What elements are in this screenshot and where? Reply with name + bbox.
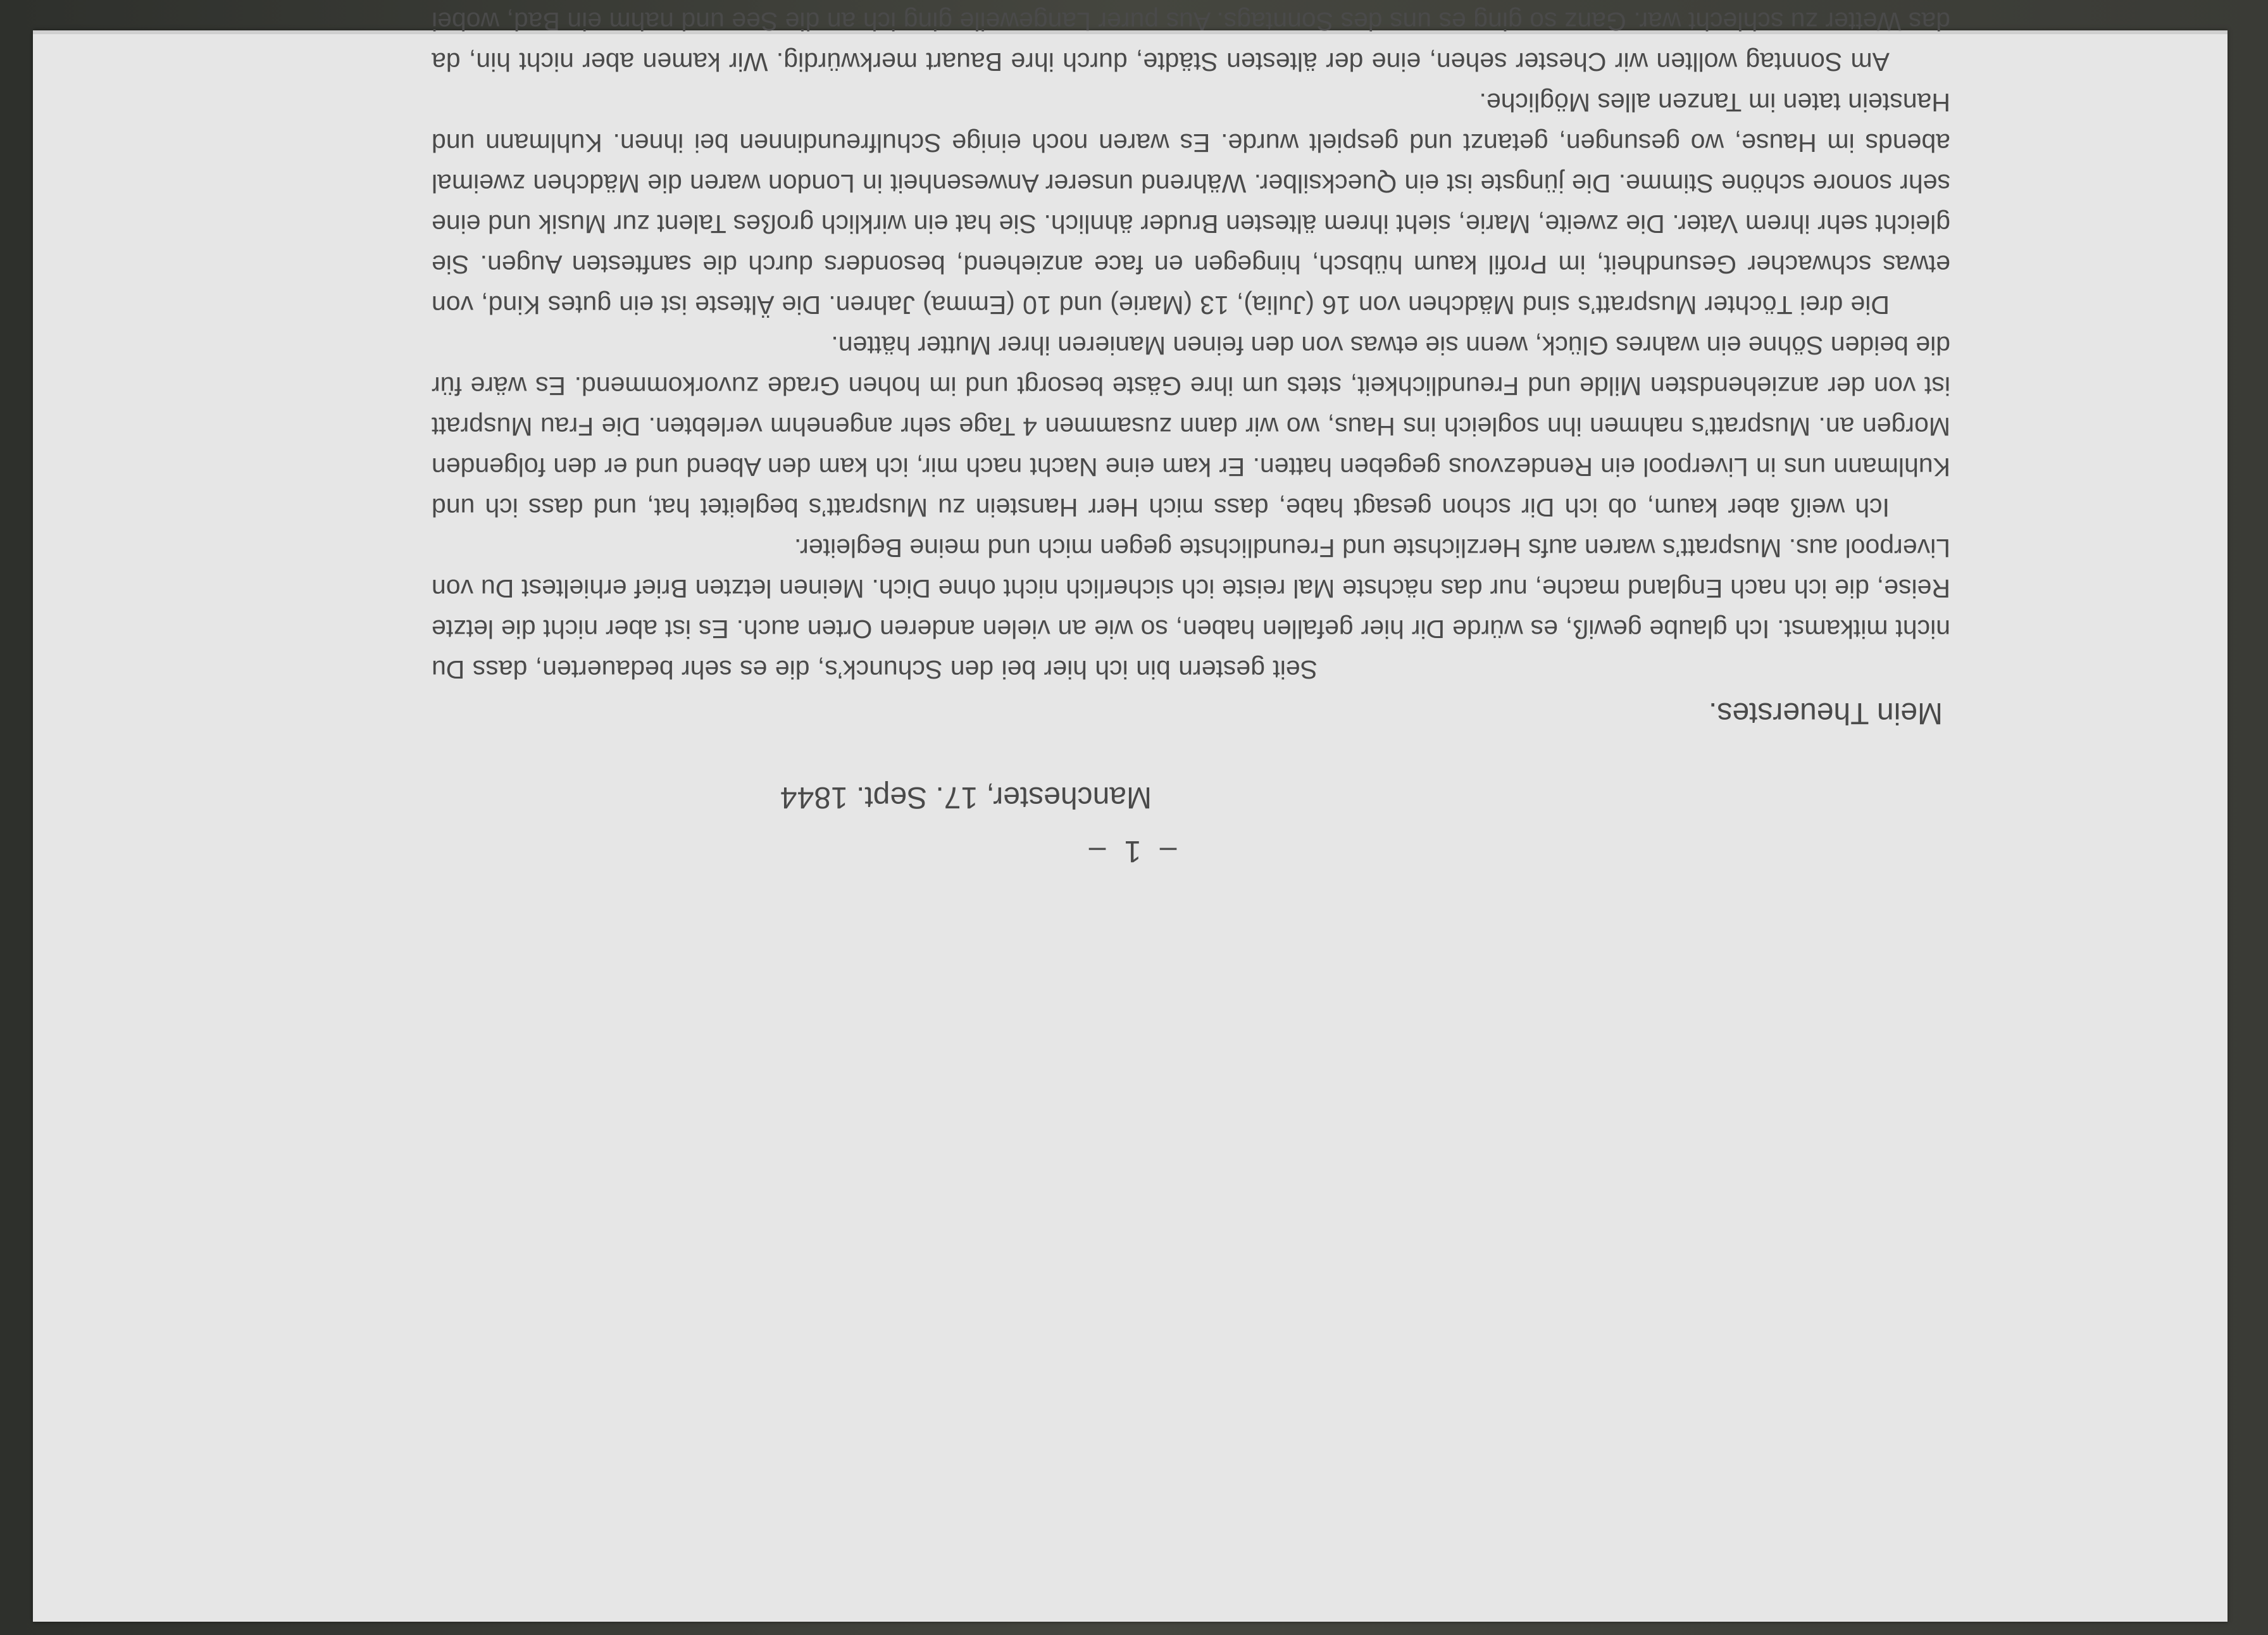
rotated-page-content bbox=[33, 7, 2228, 1622]
place-date: Manchester, 17. Sept. 1844 bbox=[780, 780, 1152, 814]
paragraph: Die drei Töchter Muspratt’s sind Mädchen von 16 (Julia), 13 (Marie) und 10 (Emma) Jahren. Die Älteste ist ein gutes Kind, von etwas schwacher Gesundheit, im Profil kaum hübsch, hingegen en face anziehend, besonders durch die sanftesten Augen. Sie gleicht sehr ihrem Vater. Die zweite, Marie, sieht ihrem ältesten Bruder ähnlich. Sie hat ein wirklich großes Talent zur Musik und eine sehr sonore schöne Stimme. Die jüngste ist ein Quecksilber. Während unserer Anwesenheit in London waren die Mädchen zweimal abends im Hause, wo gesungen, getanzt und gespielt wurde. Es waren noch einige Schulfreundinnen bei ihnen. Kuhlmann und Hanstein taten im Tanzen alles Mögliche. bbox=[432, 88, 1950, 320]
page-number: – 1 – bbox=[1083, 834, 1177, 868]
salutation: Mein Theuerstes. bbox=[1709, 696, 1943, 730]
letter-body bbox=[432, 0, 1950, 690]
paragraph: Am Sonntag wollten wir Chester sehen, eine der ältesten Städte, durch ihre Bauart merkwürdig. Wir kamen aber nicht hin, da das Wetter zu schlecht war. Ganz so ging es uns des Sonntags. Aus purer Langeweile ging ich an die See und nahm ein Bad, wobei bbox=[432, 7, 1950, 77]
letter-page bbox=[33, 7, 2228, 1622]
paragraph: Ich weiß aber kaum, ob ich Dir schon gesagt habe, dass mich Herr Hanstein zu Muspratt’s begleitet hat, und dass ich und Kuhlmann uns in Liverpool ein Rendezvous gegeben hatten. Er kam eine Nacht nach mir, ich kam den Abend und er den folgenden Morgen an. Muspratt’s nahmen ihn sogleich ins Haus, wo wir dann zusammen 4 Tage sehr angenehm verlebten. Die Frau Muspratt ist von der anziehendsten Milde und Freundlichkeit, stets um ihre Gäste besorgt und im hohen Grade zuvorkommend. Es wäre für die beiden Söhne ein wahres Glück, wenn sie etwas von den feinen Manieren ihrer Mutter hätten. bbox=[432, 331, 1950, 522]
paragraph: Seit gestern bin ich hier bei den Schunck’s, die es sehr bedauerten, dass Du nicht mitkamst. Ich glaube gewiß, es würde Dir hier gefallen haben, so wie an vielen anderen Orten auch. Es ist aber nicht die letzte Reise, die ich nach England mache, nur das nächste Mal reiste ich sicherlich nicht ohne Dich. Meinen letzten Brief erhieltest Du von Liverpool aus. Muspratt’s waren aufs Herzlichste und Freundlichste gegen mich und meine Begleiter. bbox=[432, 534, 1950, 684]
